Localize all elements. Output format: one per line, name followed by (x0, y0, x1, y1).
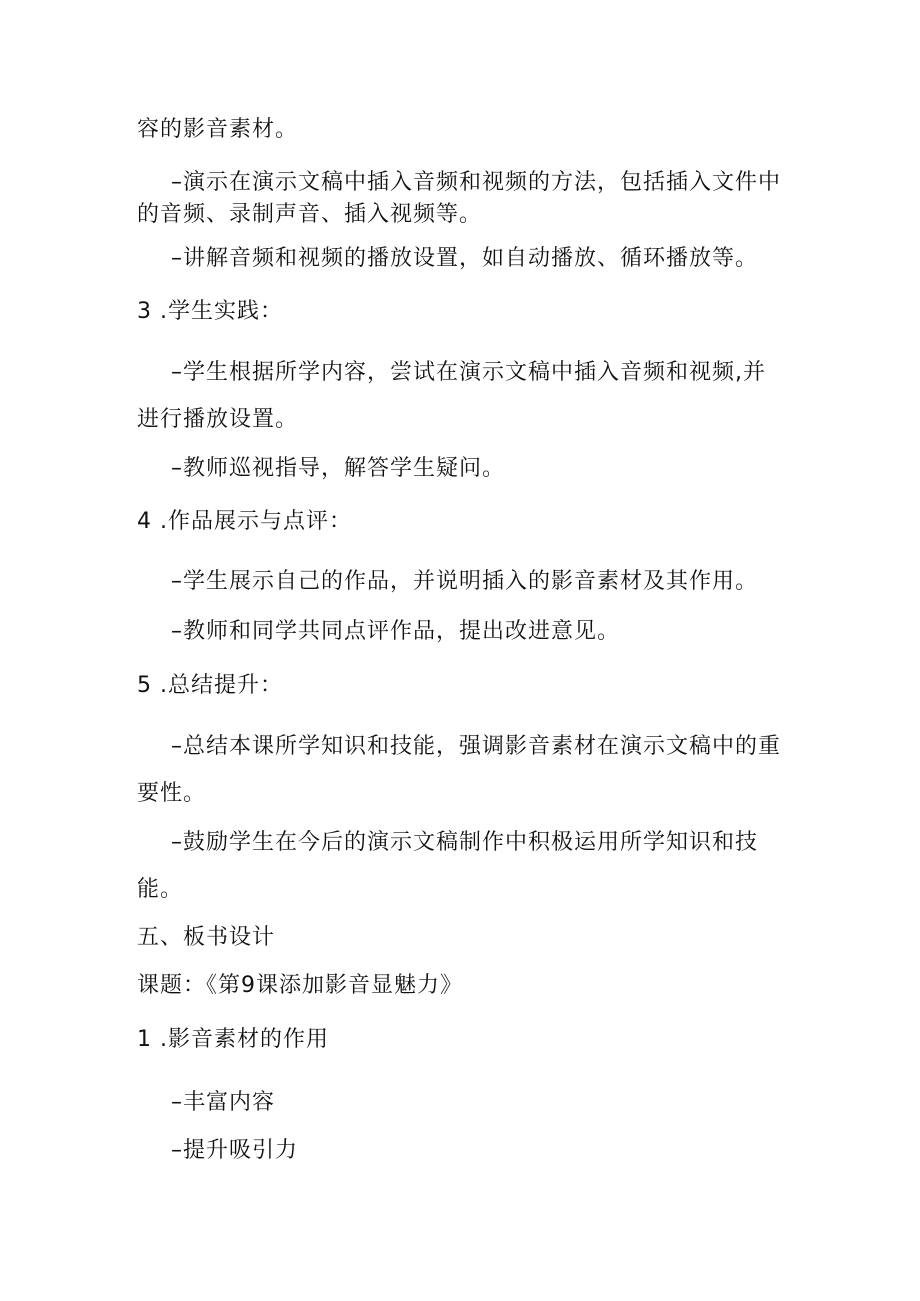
text-line: –学生展示自己的作品，并说明插入的影音素材及其作用。 (171, 569, 759, 594)
text-line: –教师巡视指导，解答学生疑问。 (171, 456, 506, 481)
text-line: –总结本课所学知识和技能，强调影音素材在演示文稿中的重 (171, 734, 782, 759)
text-line: –演示在演示文稿中插入音频和视频的方法，包括插入文件中 (171, 170, 782, 195)
text-line: 进行播放设置。 (137, 407, 299, 432)
text-line: 能。 (137, 877, 184, 902)
section-heading: 5 .总结提升： (137, 673, 283, 698)
text-line: –学生根据所学内容，尝试在演示文稿中插入音频和视频,并 (171, 360, 766, 385)
text-line: –教师和同学共同点评作品，提出改进意见。 (171, 619, 621, 644)
lesson-title: 课题：《第9课添加影音显魅力》 (137, 973, 463, 998)
text-line: –讲解音频和视频的播放设置，如自动播放、循环播放等。 (171, 246, 759, 271)
text-line: 要性。 (137, 781, 207, 806)
text-line: –提升吸引力 (171, 1138, 299, 1163)
section-heading: 3 .学生实践： (137, 299, 283, 324)
text-line: –鼓励学生在今后的演示文稿制作中积极运用所学知识和技 (171, 830, 759, 855)
text-line: 的音频、录制声音、插入视频等。 (137, 202, 483, 227)
section-heading: 4 .作品展示与点评： (137, 509, 352, 534)
text-line: –丰富内容 (171, 1090, 276, 1115)
section-heading: 五、板书设计 (137, 925, 276, 950)
text-line: 容的影音素材。 (137, 117, 299, 142)
section-heading: 1 .影音素材的作用 (137, 1027, 329, 1052)
